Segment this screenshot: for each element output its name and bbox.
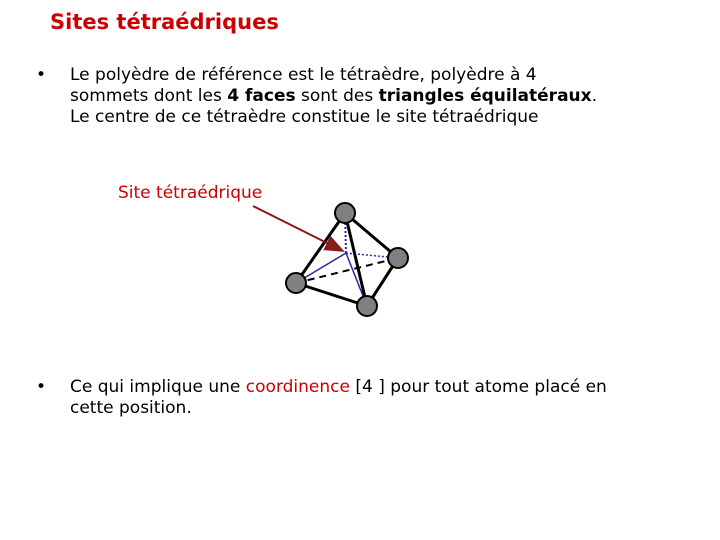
text-run: .	[591, 86, 598, 106]
text-run: [4 ] pour tout atome placé en	[349, 377, 607, 397]
bold-triangles: triangles équilatéraux	[378, 86, 592, 106]
bullet-marker: •	[36, 377, 47, 397]
bullet1-line1: Le polyèdre de référence est le tétraèdre, polyèdre à 4	[70, 65, 537, 85]
coordinence-term: coordinence	[245, 377, 350, 397]
bullet2-line2: cette position.	[70, 398, 192, 418]
atom-bottom	[357, 296, 377, 316]
text-run: sont des	[295, 86, 379, 106]
bullet-text	[70, 377, 607, 419]
text-run: sommets dont les	[70, 86, 228, 106]
slide-title: Sites tétraédriques	[50, 10, 279, 34]
bullet2-line1	[70, 377, 607, 398]
edge-left-bottom	[296, 283, 367, 306]
front-edges	[296, 213, 398, 306]
bullet1-line3: Le centre de ce tétraèdre constitue le site tétraédrique	[70, 107, 539, 127]
bold-faces: 4 faces	[227, 86, 296, 106]
site-label: Site tétraédrique	[118, 183, 263, 203]
text-run: Ce qui implique une	[70, 377, 246, 397]
site-arrow	[253, 206, 343, 251]
atom-left	[286, 273, 306, 293]
bullet-marker: •	[36, 65, 47, 85]
atom-right	[388, 248, 408, 268]
atom-top	[335, 203, 355, 223]
